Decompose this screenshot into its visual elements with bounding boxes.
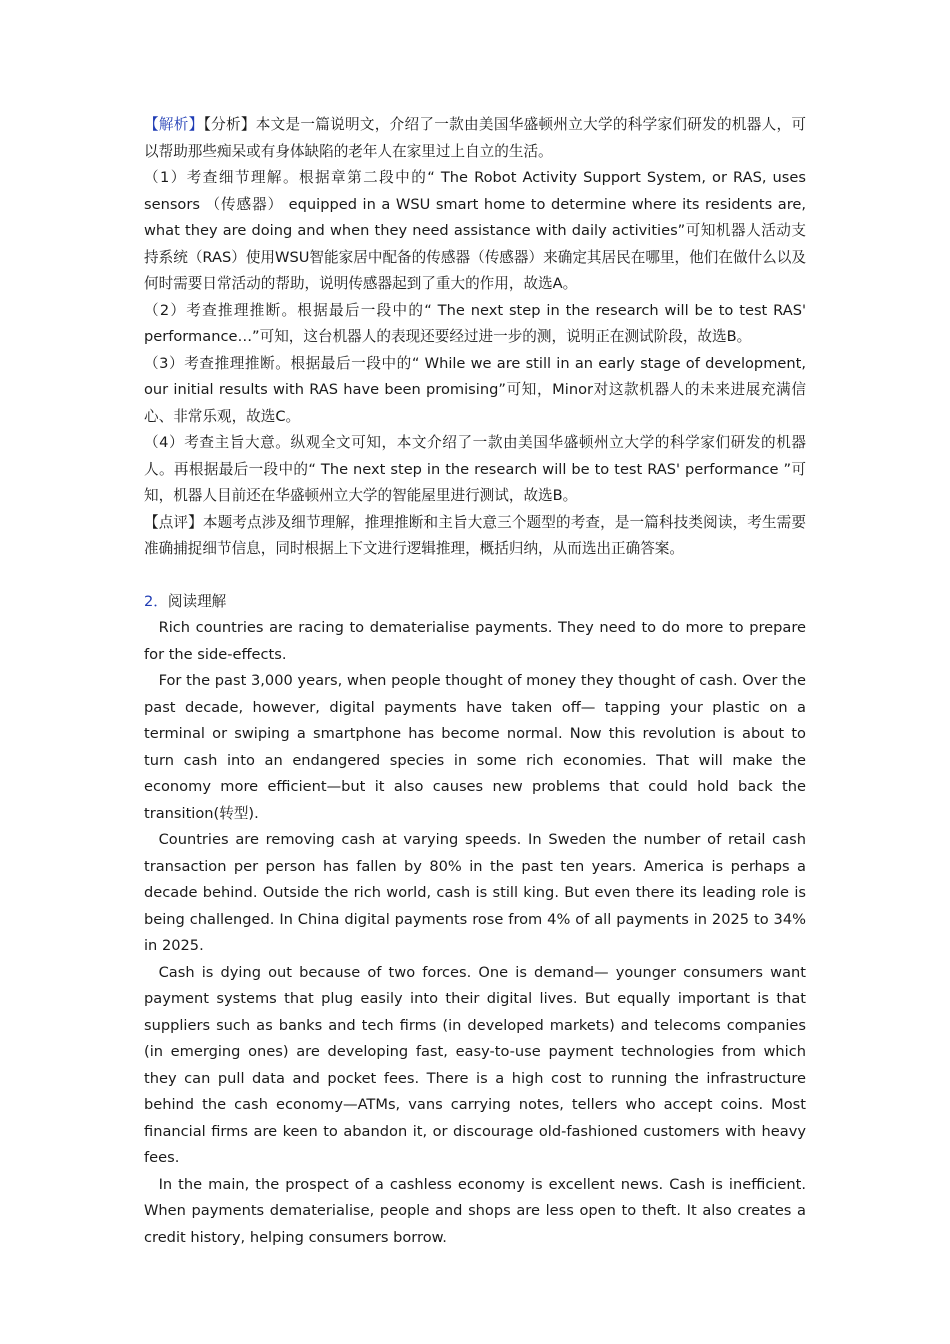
analysis-q4: （4）考查主旨大意。纵观全文可知，本文介绍了一款由美国华盛顿州立大学的科学家们研发的机器人。再根据最后一段中的“ The next step in the research will be to test RAS' performance ”可知，机器人目前还在华盛顿州立大学的智能屋里进行测试，故选B。 [144, 434, 806, 504]
document-page [144, 112, 806, 1251]
section-gap [144, 563, 806, 589]
passage-paragraph-3: Countries are removing cash at varying speeds. In Sweden the number of retail cash transaction per person has fallen by 80% in the past ten years. America is perhaps a decade behind. Outside the rich world, cash is still king. But even there its leading role is being challenged. In China digital payments rose from 4% of all payments in 2025 to 34% in 2025. [144, 831, 806, 954]
passage-paragraph-1: Rich countries are racing to dematerialise payments. They need to do more to prepare for the side-effects. [144, 619, 806, 663]
comment-tag: 【点评】 [144, 513, 203, 531]
comment-text: 本题考点涉及细节理解，推理推断和主旨大意三个题型的考查，是一篇科技类阅读，考生需要准确捕捉细节信息，同时根据上下文进行逻辑推理，概括归纳，从而选出正确答案。 [144, 513, 806, 557]
passage-paragraph-2: For the past 3,000 years, when people thought of money they thought of cash. Over the past decade, however, digital payments have taken off— tapping your plastic on a terminal or swiping a smartphone has become normal. Now this revolution is about to turn cash into an endangered species in some rich economies. That will make the economy more efficient—but it also causes new problems that could hold back the transition(转型). [144, 672, 806, 822]
comment [144, 510, 806, 563]
analysis-intro-text: 本文是一篇说明文，介绍了一款由美国华盛顿州立大学的科学家们研发的机器人，可以帮助那些痴呆或有身体缺陷的老年人在家里过上自立的生活。 [144, 116, 806, 160]
analysis-q2: （2）考查推理推断。根据最后一段中的“ The next step in the research will be to test RAS' performance…”可知，这台机器人的表现还要经过进一步的测，说明正在测试阶段，故选B。 [144, 301, 806, 345]
analysis-tag: 【解析】 [144, 116, 204, 133]
passage-paragraph-4: Cash is dying out because of two forces. One is demand— younger consumers want payment systems that plug easily into their digital lives. But equally important is that suppliers such as banks and tech firms (in developed markets) and telecoms companies (in emerging ones) are developing fast, easy-to-use payment technologies from which they can pull data and pocket fees. There is a high cost to running the infrastructure behind the cash economy—ATMs, vans carrying notes, tellers who accept coins. Most financial firms are keen to abandon it, or discourage old-fashioned customers with heavy fees. [144, 963, 806, 1166]
analysis-intro [144, 112, 806, 165]
analysis-q3: （3）考查推理推断。根据最后一段中的“ While we are still in an early stage of development, our initial results with RAS have been promising”可知，Minor对这款机器人的未来进展充满信心、非常乐观，故选C。 [144, 354, 806, 425]
question-number: 2． [144, 592, 168, 610]
passage-paragraph-5: In the main, the prospect of a cashless economy is excellent news. Cash is inefficient. When payments dematerialise, people and shops are less open to theft. It also creates a credit history, helping consumers borrow. [144, 1175, 806, 1246]
fenxi-tag: 【分析】 [203, 116, 256, 133]
question-heading [144, 589, 806, 616]
question-title: 阅读理解 [167, 592, 227, 610]
analysis-q1: （1）考查细节理解。根据章第二段中的“ The Robot Activity Support System, or RAS, uses sensors （传感器） equipped in a WSU smart home to determine where its residents are, what they are doing and when they need assistance with daily activities”可知机器人活动支持系统（RAS）使用WSU智能家居中配备的传感器（传感器）来确定其居民在哪里，他们在做什么以及何时需要日常活动的帮助，说明传感器起到了重大的作用，故选A。 [144, 169, 806, 292]
